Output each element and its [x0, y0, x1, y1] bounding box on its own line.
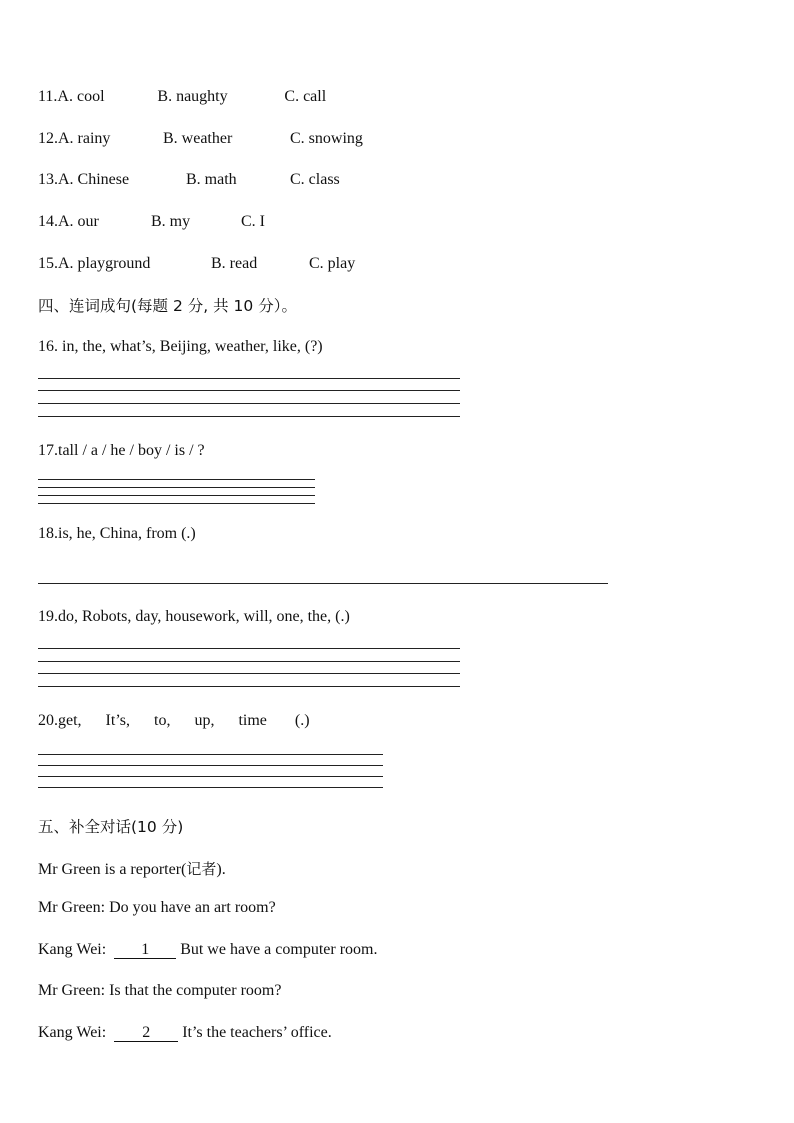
answer-line	[38, 754, 383, 755]
question-number: 12.	[38, 130, 58, 147]
option-b: B. my	[151, 213, 191, 230]
intro-text: Mr Green is a reporter(	[38, 861, 187, 878]
question-14	[38, 213, 265, 231]
answer-blank-1[interactable]: 1	[114, 942, 176, 959]
option-c: C. I	[241, 213, 265, 230]
question-20: 20.get, It’s, to, up, time (.)	[38, 712, 310, 729]
option-c: C. snowing	[290, 130, 363, 147]
answer-line	[38, 403, 460, 404]
speaker-label: Kang Wei:	[38, 1024, 107, 1041]
dialogue-line-3: Mr Green: Is that the computer room?	[38, 982, 282, 999]
question-17: 17.tall / a / he / boy / is / ?	[38, 442, 205, 459]
question-16: 16. in, the, what’s, Beijing, weather, like, (?)	[38, 338, 323, 355]
answer-line	[38, 487, 315, 488]
option-c: C. play	[309, 255, 356, 272]
intro-note: 记者	[186, 860, 217, 878]
option-a: A. Chinese	[58, 171, 130, 188]
speaker-label: Kang Wei:	[38, 941, 107, 958]
option-a: A. playground	[58, 255, 151, 272]
option-b: B. weather	[163, 130, 233, 147]
answer-line	[38, 673, 460, 674]
question-15	[38, 255, 355, 273]
question-12	[38, 130, 363, 148]
answer-line	[38, 661, 460, 662]
dialogue-intro	[38, 858, 226, 879]
question-number: 14.	[38, 213, 58, 230]
answer-line	[38, 765, 383, 766]
answer-line	[38, 686, 460, 687]
dialogue-text: But we have a computer room.	[180, 941, 378, 958]
answer-line	[38, 390, 460, 391]
option-a: A. our	[58, 213, 99, 230]
answer-line	[38, 479, 315, 480]
dialogue-line-1: Mr Green: Do you have an art room?	[38, 899, 276, 916]
answer-line	[38, 776, 383, 777]
answer-blank-2[interactable]: 2	[114, 1025, 178, 1042]
option-b: B. read	[211, 255, 258, 272]
option-c: C. class	[290, 171, 340, 188]
option-b: B. naughty	[157, 88, 228, 105]
question-18: 18.is, he, China, from (.)	[38, 525, 196, 542]
option-b: B. math	[186, 171, 237, 188]
answer-line	[38, 416, 460, 417]
dialogue-line-2	[38, 941, 377, 959]
question-11	[38, 88, 326, 106]
intro-end: ).	[216, 861, 226, 878]
question-number: 11.	[38, 88, 58, 105]
dialogue-line-4	[38, 1024, 332, 1042]
question-19: 19.do, Robots, day, housework, will, one, the, (.)	[38, 608, 350, 625]
option-a: A. rainy	[58, 130, 111, 147]
dialogue-text: It’s the teachers’ office.	[182, 1024, 332, 1041]
section-5-heading: 五、补全对话(10 分)	[38, 818, 184, 836]
answer-line	[38, 495, 315, 496]
option-a: A. cool	[57, 88, 105, 105]
answer-line	[38, 503, 315, 504]
answer-line	[38, 648, 460, 649]
section-4-heading: 四、连词成句(每题 2 分, 共 10 分）。	[38, 297, 297, 315]
question-number: 15.	[38, 255, 58, 272]
option-c: C. call	[284, 88, 327, 105]
question-number: 13.	[38, 171, 58, 188]
answer-line	[38, 583, 608, 584]
answer-line	[38, 378, 460, 379]
question-13	[38, 171, 340, 189]
answer-line	[38, 787, 383, 788]
